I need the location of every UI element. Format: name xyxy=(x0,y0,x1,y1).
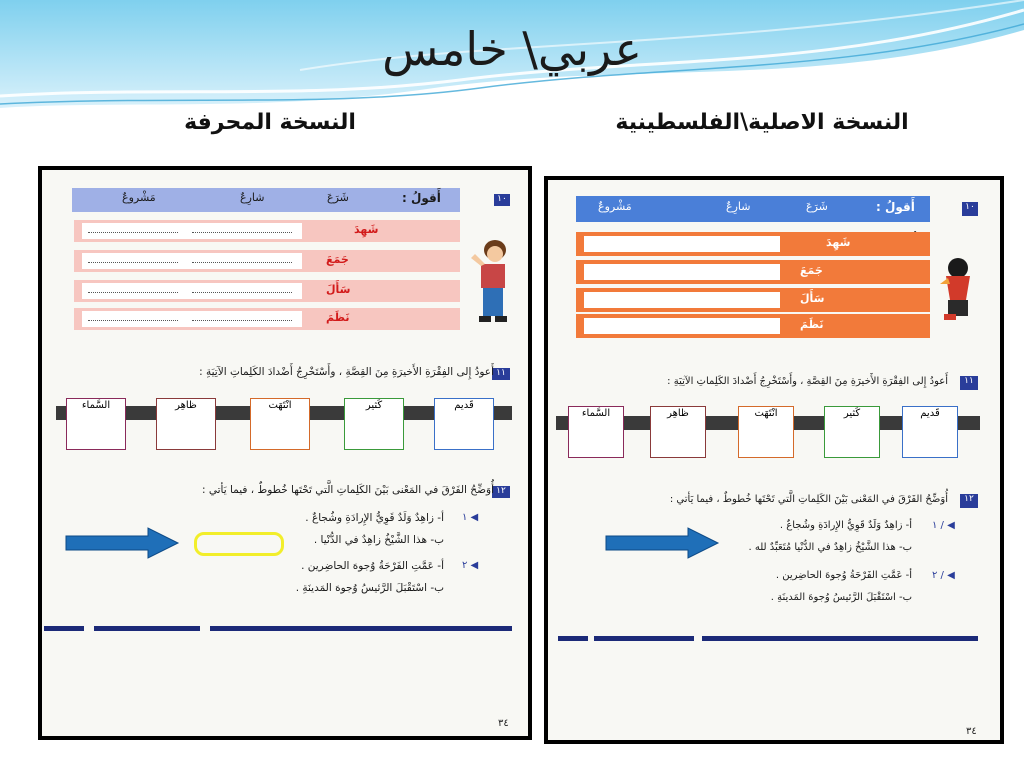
ex12-instruction: أُوَضِّحُ الفَرْقَ في المَعْنى بَيْنَ الكَلِماتِ الَّتي تَحْتَها خُطوطٌ ، فيما يَأتي : xyxy=(201,484,494,496)
ex11-instruction: أَعودُ إِلى الفِقْرَةِ الأَخيرَةِ مِنَ القِصَّةِ ، وأَسْتَخْرِجُ أَضْدادَ الكَلِماتِ الآتِيَةِ : xyxy=(199,366,494,378)
orig-ex12-instruction: أُوَضِّحُ الفَرْقَ في المَعْنى بَيْنَ الكَلِماتِ الَّتي تَحْتَها خُطوطٌ ، فيما يَأتي : xyxy=(669,494,948,505)
orig-ex10-row-2 xyxy=(576,260,930,284)
orig-ex10-row-3-word: سَأَلَ xyxy=(800,292,825,305)
orig-ex12-g1a: أ- زاهِدٌ وَلَدٌ قَوِيُّ الإِرادَةِ وشُجاعٌ . xyxy=(779,520,912,531)
ex10-row-4-word: نَظَمَ xyxy=(326,311,350,324)
ex12-group2-marker: ٢ xyxy=(462,560,468,571)
slide-title: عربي\ خامس xyxy=(382,22,642,76)
footer-line-3 xyxy=(210,626,512,631)
orig-ex11-word-4: ظاهِر xyxy=(667,408,689,419)
orig-ex10-word-3: مَشْروعٌ xyxy=(598,200,632,213)
orig-ex10-row-2-word: جَمَعَ xyxy=(800,264,823,277)
orig-page-number: ٣٤ xyxy=(966,726,977,737)
ex11-word-1: قَديم xyxy=(454,400,474,411)
boy-illustration xyxy=(467,236,515,326)
orig-ex10-number: ١٠ xyxy=(962,202,978,216)
ex12-number: ١٢ xyxy=(492,486,510,498)
orig-ex12-g2a: أ- عَمَّتِ الفَرْحَةُ وُجوهَ الحاضِرين . xyxy=(775,570,912,581)
ex12-g2b: ب- اسْتَقْبَلَ الرَّئيسُ وُجوهَ المَدينَةِ . xyxy=(295,582,444,594)
highlight-removed-phrase xyxy=(194,532,284,556)
orig-footer-line-1 xyxy=(558,636,588,641)
caption-modified: النسخة المحرفة xyxy=(184,110,356,135)
footer-line-1 xyxy=(44,626,84,631)
orig-ex12-group2-marker: ٢ xyxy=(932,570,938,581)
ex10-word-2: شارِعٌ xyxy=(240,191,265,204)
orig-footer-line-3 xyxy=(702,636,978,641)
arrow-right-icon xyxy=(604,526,720,560)
orig-ex10-say-label: أَقولُ : xyxy=(876,200,915,214)
orig-ex10-row-4 xyxy=(576,314,930,338)
orig-ex10-word-1: شَرَعَ xyxy=(806,200,828,213)
ex10-word-3: مَشْروعٌ xyxy=(122,191,156,204)
ex11-number: ١١ xyxy=(492,368,510,380)
orig-ex11-word-2: كَثير xyxy=(843,408,861,419)
orig-ex11-word-1: قَديم xyxy=(920,408,940,419)
arrow-right-icon xyxy=(64,526,180,560)
ex10-row-3-word: سَأَلَ xyxy=(326,283,351,296)
ex10-row-4 xyxy=(74,308,460,330)
ex11-word-4: ظاهِر xyxy=(175,400,197,411)
ex10-word-1: شَرَعَ xyxy=(327,191,349,204)
ex10-row-1 xyxy=(74,220,460,242)
ex11-word-2: كَثير xyxy=(365,400,383,411)
orig-ex11-number: ١١ xyxy=(960,376,978,390)
modified-textbook-page: ١٠ أَقولُ : شَرَعَ شارِعٌ مَشْروعٌ شَهِدَ جَمَعَ سَأَلَ نَظَمَ ١١ أَعودُ إِلى الفِقْرَةِ الأَخيرَةِ مِنَ القِصَّةِ ، وأَسْتَخْرِجُ أَضْدادَ الكَلِماتِ الآتِيَةِ : قَديم كَثير انْتَهَت ظاهِر السَّماء ١٢ أُوَضِّحُ الفَرْقَ في المَعْنى بَيْنَ الكَلِماتِ الَّتي تَحْتَها خُطوطٌ ، فيما يَأتي : ١ ◀ أ- زاهِدٌ وَلَدٌ قَوِيُّ الإِرادَةِ وشُجاعٌ . ب- هذا الشَّيْخُ زاهِدٌ في الدُّنْيا . ٢ ◀ أ- عَمَّتِ الفَرْحَةُ وُجوهَ الحاضِرين . ب- اسْتَقْبَلَ الرَّئيسُ وُجوهَ المَدينَةِ . ٣٤ xyxy=(38,166,532,740)
orig-ex11-word-5: السَّماء xyxy=(581,408,611,419)
orig-ex12-g1b-original: ب- هذا الشَّيْخُ زاهِدٌ في الدُّنْيا مُتَعَبِّدٌ لله . xyxy=(748,542,912,553)
ex11-word-5: السَّماء xyxy=(81,400,111,411)
orig-ex11-instruction: أَعودُ إِلى الفِقْرَةِ الأَخيرَةِ مِنَ القِصَّةِ ، وأَسْتَخْرِجُ أَضْدادَ الكَلِماتِ الآتِيَةِ : xyxy=(667,376,948,387)
original-textbook-page: ١٠ أَقولُ : شَرَعَ شارِعٌ مَشْروعٌ شَهِدَ جَمَعَ سَأَلَ نَظَمَ ١١ أَعودُ إِلى الفِقْرَةِ الأَخيرَةِ مِنَ القِصَّةِ ، وأَسْتَخْرِجُ أَضْدادَ الكَلِماتِ الآتِيَةِ : قَديم كَثير انْتَهَت ظاهِر السَّماء ١٢ أُوَضِّحُ الفَرْقَ في المَعْنى بَيْنَ الكَلِماتِ الَّتي تَحْتَها خُطوطٌ ، فيما يَأتي : ١ / ◀ أ- زاهِدٌ وَلَدٌ قَوِيُّ الإِرادَةِ وشُجاعٌ . ب- هذا الشَّيْخُ زاهِدٌ في الدُّنْيا مُتَعَبِّدٌ لله . ٢ / ◀ أ- عَمَّتِ الفَرْحَةُ وُجوهَ الحاضِرين . ب- اسْتَقْبَلَ الرَّئيسُ وُجوهَ المَدينَةِ . ٣٤ xyxy=(544,176,1004,744)
orig-ex10-row-1-word: شَهِدَ xyxy=(826,236,851,249)
orig-ex10-word-2: شارِعٌ xyxy=(726,200,751,213)
caption-original: النسخة الاصلية\الفلسطينية xyxy=(615,110,909,135)
orig-ex12-group1-marker: ١ xyxy=(932,520,938,531)
ex12-g2a: أ- عَمَّتِ الفَرْحَةُ وُجوهَ الحاضِرين . xyxy=(301,560,444,572)
orig-footer-line-2 xyxy=(594,636,694,641)
orig-boy-illustration xyxy=(936,254,976,324)
ex10-say-label: أَقولُ : xyxy=(402,191,441,205)
footer-line-2 xyxy=(94,626,200,631)
orig-ex11-word-3: انْتَهَت xyxy=(754,408,778,419)
ex10-row-2 xyxy=(74,250,460,272)
orig-ex10-row-3 xyxy=(576,288,930,312)
ex12-group1-marker: ١ xyxy=(462,512,468,523)
ex12-g1b-modified: ب- هذا الشَّيْخُ زاهِدٌ في الدُّنْيا . xyxy=(313,534,444,546)
ex10-row-1-word: شَهِدَ xyxy=(354,223,379,236)
orig-ex10-row-4-word: نَظَمَ xyxy=(800,318,824,331)
ex10-row-3 xyxy=(74,280,460,302)
orig-ex12-g2b: ب- اسْتَقْبَلَ الرَّئيسُ وُجوهَ المَدينَةِ . xyxy=(770,592,912,603)
orig-ex12-number: ١٢ xyxy=(960,494,978,508)
ex12-g1a: أ- زاهِدٌ وَلَدٌ قَوِيُّ الإِرادَةِ وشُجاعٌ . xyxy=(305,512,444,524)
orig-ex10-row-1 xyxy=(576,232,930,256)
page-number: ٣٤ xyxy=(498,718,509,729)
ex11-word-3: انْتَهَت xyxy=(268,400,292,411)
ex10-row-2-word: جَمَعَ xyxy=(326,253,349,266)
ex10-number: ١٠ xyxy=(494,194,510,206)
